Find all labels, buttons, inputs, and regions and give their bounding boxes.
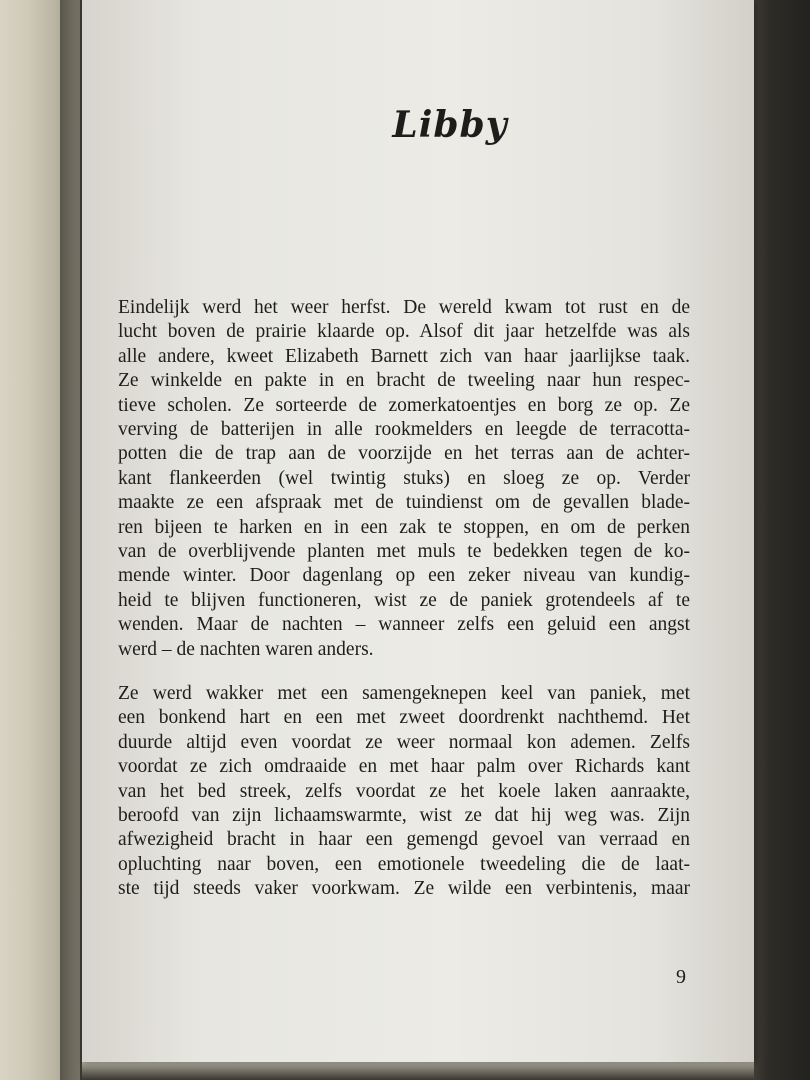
paragraph-1 <box>118 296 690 662</box>
text-line: tieve scholen. Ze sorteerde de zomerkatoentjes en borg ze op. Ze <box>118 394 690 416</box>
text-line: maakte ze een afspraak met de tuindienst om de gevallen blade- <box>118 492 690 514</box>
text-line: duurde altijd even voordat ze weer normaal kon ademen. Zelfs <box>118 731 690 753</box>
text-line: ste tijd steeds vaker voorkwam. Ze wilde een verbintenis, maar <box>118 878 690 900</box>
text-line: van de overblijvende planten met muls te bedekken tegen de ko- <box>118 541 690 563</box>
text-line: Eindelijk werd het weer herfst. De wereld kwam tot rust en de <box>118 297 690 318</box>
text-line: Ze winkelde en pakte in en bracht de tweeling naar hun respec- <box>118 370 690 392</box>
text-line: Ze werd wakker met een samengeknepen keel van paniek, met <box>118 683 690 704</box>
text-line: lucht boven de prairie klaarde op. Alsof dit jaar hetzelfde was als <box>118 321 690 343</box>
text-line: heid te blijven functioneren, wist ze de paniek grotendeels af te <box>118 589 690 611</box>
paragraph-2 <box>118 682 690 902</box>
text-line: beroofd van zijn lichaamswarmte, wist ze dat hij weg was. Zijn <box>118 805 690 827</box>
text-line: alle andere, kweet Elizabeth Barnett zich van haar jaarlijkse taak. <box>118 345 690 367</box>
text-line: ren bijeen te harken en in een zak te stoppen, en om de perken <box>118 516 690 538</box>
text-line: van het bed streek, zelfs voordat ze het koele laken aanraakte, <box>118 780 690 802</box>
text-line: afwezigheid bracht in haar een gemengd gevoel van verraad en <box>118 829 690 851</box>
chapter-title: Libby <box>392 104 508 146</box>
text-line: verving de batterijen in alle rookmelders en leegde de terracotta- <box>118 419 690 441</box>
text-line: opluchting naar boven, een emotionele tweedeling die de laat- <box>118 853 690 875</box>
page-number: 9 <box>676 966 686 988</box>
text-line: werd – de nachten waren anders. <box>118 638 374 660</box>
text-line: mende winter. Door dagenlang op een zeker niveau van kundig- <box>118 565 690 587</box>
text-line: wenden. Maar de nachten – wanneer zelfs een geluid een angst <box>118 614 690 636</box>
text-line: voordat ze zich omdraaide en met haar palm over Richards kant <box>118 756 690 778</box>
page-bottom-edge <box>82 1060 754 1080</box>
text-line: een bonkend hart en een met zweet doordrenkt nachthemd. Het <box>118 707 690 729</box>
text-line: potten die de trap aan de voorzijde en het terras aan de achter- <box>118 443 690 465</box>
text-line: kant flankeerden (wel twintig stuks) en sloeg ze op. Verder <box>118 467 690 489</box>
